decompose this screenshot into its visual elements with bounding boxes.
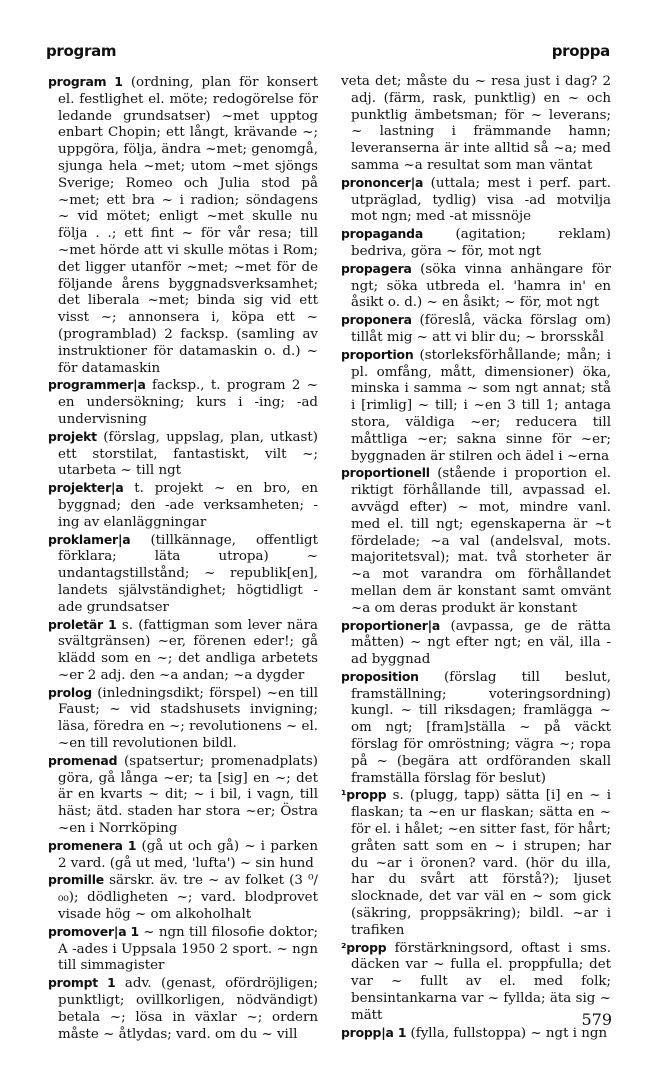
page-number: 579 — [581, 1010, 612, 1029]
entry-definition: (fylla, fullstoppa) ~ ngt i ngn — [410, 1025, 608, 1041]
dictionary-entry — [341, 74, 611, 175]
entry-headword: prompt 1 — [48, 975, 116, 991]
dictionary-entry — [48, 532, 318, 617]
entry-headword: propaganda — [341, 226, 424, 242]
dictionary-entry — [341, 669, 611, 788]
entry-headword: ¹propp — [341, 787, 387, 803]
dictionary-entry — [48, 429, 318, 480]
entry-headword: propagera — [341, 260, 412, 276]
dictionary-entry — [341, 261, 611, 312]
entry-definition: s. (fattigman som lever nära svältgränsen) ~er, förenen eder!; gå klädd som en ~; det andliga arbetets ~er 2 adj. den ~a andan; ~a dygder — [58, 617, 318, 683]
entry-headword: proposition — [341, 668, 419, 684]
dictionary-entry — [341, 175, 611, 226]
entry-definition: (gå ut och gå) ~ i parken 2 vard. (gå ut med, 'lufta') ~ sin hund — [58, 838, 318, 871]
dictionary-entry — [341, 618, 611, 669]
entry-headword: proletär 1 — [48, 616, 117, 632]
entry-headword: promille — [48, 872, 104, 888]
entry-headword: proportionell — [341, 465, 430, 481]
entry-definition: (storleksförhållande; mån; i pl. omfång, mått, dimensioner) öka, minska i samma ~ som ngt annat; stå i [rimlig] ~ till; i ~en 3 till 1; antaga stora, väldiga ~er; reducera till måttliga ~er; sakna sinne för ~er; byggnaden är stilren och ädel i ~erna — [351, 347, 612, 464]
dictionary-entry — [48, 975, 318, 1043]
entry-definition: (söka vinna anhängare för ngt; söka utbreda el. 'hamra in' en åsikt o. d.) ~ en åsikt; ~ för, mot ngt — [351, 261, 611, 311]
dictionary-entry — [48, 753, 318, 838]
entry-definition: ~ ngn till filosofie doktor; A -ades i Uppsala 1950 2 sport. ~ ngn till simmagister — [58, 924, 318, 974]
entry-headword: prolog — [48, 684, 92, 700]
entry-definition: (föreslå, väcka förslag om) tillåt mig ~ att vi blir du; ~ brorsskål — [351, 313, 611, 345]
dictionary-entry — [341, 1025, 611, 1043]
dictionary-entry — [341, 465, 611, 617]
entry-definition: förstärkningsord, oftast i sms. däcken var ~ fulla el. proppfulla; det var ~ fullt av el. med folk; bensintankarna var ~ fyllda; äta sig ~ mätt — [351, 940, 611, 1023]
entry-definition: (tillkännage, offentligt förklara; läta utropa) ~ undantagstillstånd; ~ republik[en], landets självständighet; högtidligt -ade grundsatser — [58, 532, 318, 615]
entry-headword: promenera 1 — [48, 837, 137, 853]
dictionary-entry — [48, 924, 318, 975]
entry-headword: prononcer|a — [341, 174, 424, 190]
dictionary-entry — [48, 838, 318, 873]
dictionary-entry — [341, 940, 611, 1025]
entry-headword: proportion — [341, 346, 414, 362]
dictionary-entry — [341, 787, 611, 939]
entry-headword: projekter|a — [48, 480, 124, 496]
entry-definition: adv. (genast, ofördröjligen; punktligt; ovillkorligen, nödvändigt) betala ~; lösa in växlar ~; ordern måste ~ åtlydas; vard. om du ~ vill — [58, 976, 318, 1042]
left-guide-word: program — [46, 42, 117, 60]
dictionary-entry — [341, 312, 611, 347]
entry-definition: veta det; måste du ~ resa just i dag? 2 adj. (färm, rask, punktlig) en ~ och punktlig ämbetsman; för ~ leverans; ~ lastning i främmande hamn; leveranserna är inte alltid så ~a; med samma ~a resultat som man väntat — [341, 74, 611, 173]
right-column — [341, 74, 611, 1042]
entry-headword: proklamer|a — [48, 531, 131, 547]
dictionary-entry — [48, 480, 318, 531]
entry-headword: programmer|a — [48, 377, 146, 393]
dictionary-entry — [48, 872, 318, 923]
entry-definition: t. projekt ~ en bro, en byggnad; den -ade verksamheten; -ing av elanläggningar — [58, 481, 318, 530]
dictionary-entry — [48, 74, 318, 377]
entry-definition: (ordning, plan för konsert el. festlighet el. möte; redogörelse för ledande grundsatser) ~met upptog enbart Chopin; ett långt, krävande ~; uppgöra, följa, ändra ~met; genomgå, sjunga hela ~met; utom ~met sjöngs Sverige; Romeo och Julia stod på ~met; ett bra ~ i radion; söndagens ~ vid mötet; enligt ~met skulle nu följa . .; ett fint ~ för vår resa; till ~met hörde att vi skulle mötas i Rom; det ligger utanför ~met; ~met för de följande årens byggnadsverksamhet; det liberala ~met; binda sig vid ett visst ~; annonsera i, köpa ett ~ (programblad) 2 facksp. (samling av instruktioner för datamaskin o. d.) ~ för datamaskin — [58, 75, 318, 376]
dictionary-entry — [48, 377, 318, 428]
entry-headword: program 1 — [48, 74, 123, 89]
left-column — [48, 74, 318, 1043]
entry-definition: särskr. äv. tre ~ av folket (3 ⁰/₀₀); dödligheten ~; vard. blodprovet visade hög ~ om alkoholhalt — [58, 873, 318, 923]
dictionary-entry — [341, 347, 611, 466]
entry-headword: proportioner|a — [341, 617, 441, 633]
entry-definition: (förslag, uppslag, plan, utkast) ett storstilat, fantastiskt, vilt ~; utarbeta ~ till ngt — [58, 429, 318, 479]
entry-definition: (förslag till beslut, framställning; voteringsordning) kungl. ~ till riksdagen; framlägga ~ om ngt; [fram]ställa ~ på väckt förslag för omröstning; vägra ~; ropa på ~ (begära att ordföranden skall framställa förslag för beslut) — [351, 669, 611, 786]
entry-headword: projekt — [48, 428, 97, 444]
entry-definition: (uttala; mest i perf. part. utpräglad, tydlig) visa -ad motvilja mot ngn; med -at missnöje — [351, 175, 611, 225]
entry-headword: promenad — [48, 752, 118, 768]
entry-headword: ²propp — [341, 939, 387, 955]
entry-headword: propp|a 1 — [341, 1024, 407, 1040]
dictionary-entry — [48, 617, 318, 685]
entry-headword: proponera — [341, 312, 412, 328]
entry-headword: promover|a 1 — [48, 923, 139, 939]
entry-definition: (agitation; reklam) bedriva, göra ~ för, mot ngt — [351, 227, 611, 259]
entry-definition: (inledningsdikt; förspel) ~en till Faust; ~ vid stadshusets invigning; läsa, föredra en ~; revolutionens ~ el. ~en till revolutionen bildl. — [58, 685, 318, 752]
right-guide-word: proppa — [551, 42, 610, 60]
entry-definition: (spatsertur; promenadplats) göra, gå långa ~er; ta [sig] en ~; det är en kvarts ~ dit; ~ i bil, i vagn, till häst; ätd. staden har stora ~er; Östra ~en i Norrköping — [58, 753, 318, 837]
entry-definition: (stående i proportion el. riktigt förhållande till, avpassad el. avvägd efter) ~ mot, mindre vanl. med el. till ngt; egenskaperna är ~t fördelade; ~a val (andelsval, mots. majoritetsval); mat. två storheter är ~a mot varandra om förhållandet mellan dem är konstant samt omvänt ~a om deras produkt är konstant — [351, 466, 611, 616]
entry-definition: facksp., t. program 2 ~ en undersökning; kurs i -ing; -ad undervisning — [58, 378, 318, 427]
entry-definition: s. (plugg, tapp) sätta [i] en ~ i flaskan; ta ~en ur flaskan; sätta en ~ för el. i hålet; ~en sitter fast, för hårt; gråten satt som en ~ i strupen; har du ~ar i öronen? vard. (hör du illa, har du svårt att förstå?); ljuset slocknade, det var väl en ~ som gick (säkring, proppsäkring); bildl. ~ar i trafiken — [351, 788, 611, 938]
entry-definition: (avpassa, ge de rätta måtten) ~ ngt efter ngt; en väl, illa -ad byggnad — [351, 618, 611, 668]
dictionary-entry — [48, 685, 318, 753]
dictionary-entry — [341, 226, 611, 261]
